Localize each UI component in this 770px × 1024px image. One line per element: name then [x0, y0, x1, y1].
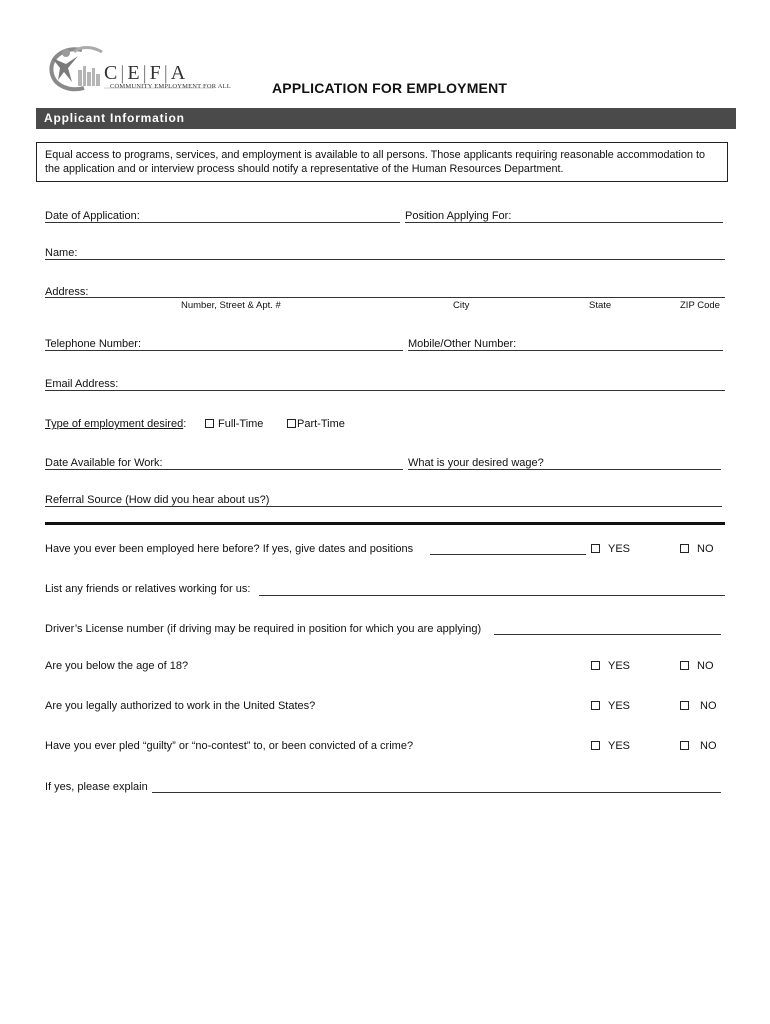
logo-letter-c: C — [104, 62, 119, 84]
address-city-caption: City — [453, 300, 470, 311]
referral-field[interactable] — [45, 506, 722, 507]
mobile-field[interactable] — [408, 350, 723, 351]
employed-before-no-checkbox[interactable] — [680, 544, 689, 553]
no-label: NO — [700, 740, 717, 752]
under-18-question: Are you below the age of 18? — [45, 660, 189, 672]
authorized-yes[interactable] — [591, 700, 630, 712]
explain-label: If yes, please explain — [45, 781, 148, 793]
part-time-label: Part-Time — [297, 418, 345, 430]
employment-type-text: Type of employment desired — [45, 418, 184, 430]
section-header: Applicant Information — [36, 108, 736, 129]
part-time-checkbox[interactable] — [287, 419, 296, 428]
telephone-field[interactable] — [45, 350, 403, 351]
employed-before-question: Have you ever been employed here before? If yes, give dates and positions — [45, 543, 414, 555]
section-divider — [45, 522, 725, 525]
date-available-field[interactable] — [45, 469, 403, 470]
email-field[interactable] — [45, 390, 725, 391]
logo-letter-f: F — [149, 62, 162, 84]
employment-type-colon: : — [183, 418, 187, 430]
document-title: APPLICATION FOR EMPLOYMENT — [272, 80, 508, 96]
position-field[interactable] — [405, 222, 723, 223]
no-label: NO — [700, 700, 717, 712]
under-18-yes-checkbox[interactable] — [591, 661, 600, 670]
yes-label: YES — [608, 660, 631, 672]
convicted-question: Have you ever pled “guilty” or “no-contest” to, or been convicted of a crime? — [45, 740, 414, 752]
license-question: Driver’s License number (if driving may be required in position for which you are applying) — [45, 623, 482, 635]
under-18-no-checkbox[interactable] — [680, 661, 689, 670]
address-field[interactable] — [45, 297, 725, 298]
yes-label: YES — [608, 700, 631, 712]
position-label: Position Applying For: — [405, 210, 512, 222]
no-label: NO — [697, 543, 714, 555]
employment-type-label — [45, 418, 186, 430]
referral-label: Referral Source (How did you hear about us?) — [45, 494, 270, 506]
logo-letter-e: E — [127, 62, 141, 84]
logo-letter-a: A — [170, 62, 187, 84]
convicted-no-checkbox[interactable] — [680, 741, 689, 750]
convicted-yes[interactable] — [591, 740, 630, 752]
part-time-option[interactable] — [287, 418, 345, 430]
yes-label: YES — [608, 740, 631, 752]
logo-tagline: COMMUNITY EMPLOYMENT FOR ALL — [110, 83, 231, 90]
employed-before-no[interactable] — [680, 543, 714, 555]
address-state-caption: State — [589, 300, 612, 311]
no-label: NO — [697, 660, 714, 672]
date-of-application-label: Date of Application: — [45, 210, 140, 222]
email-label: Email Address: — [45, 378, 119, 390]
authorized-no-checkbox[interactable] — [680, 701, 689, 710]
date-of-application-field[interactable] — [45, 222, 400, 223]
telephone-label: Telephone Number: — [45, 338, 142, 350]
yes-label: YES — [608, 543, 631, 555]
employed-before-yes-checkbox[interactable] — [591, 544, 600, 553]
convicted-no[interactable] — [680, 740, 717, 752]
mobile-label: Mobile/Other Number: — [408, 338, 517, 350]
logo-wordmark: C | E | F | A — [104, 62, 187, 84]
friends-field[interactable] — [259, 595, 725, 596]
address-zip-caption: ZIP Code — [680, 300, 720, 311]
full-time-label: Full-Time — [218, 418, 264, 430]
address-street-caption: Number, Street & Apt. # — [181, 300, 281, 311]
authorized-question: Are you legally authorized to work in the United States? — [45, 700, 316, 712]
desired-wage-field[interactable] — [408, 469, 721, 470]
date-available-label: Date Available for Work: — [45, 457, 163, 469]
authorized-yes-checkbox[interactable] — [591, 701, 600, 710]
convicted-yes-checkbox[interactable] — [591, 741, 600, 750]
explain-field[interactable] — [152, 792, 721, 793]
employed-before-field[interactable] — [430, 554, 586, 555]
under-18-no[interactable] — [680, 660, 714, 672]
desired-wage-label: What is your desired wage? — [408, 457, 544, 469]
equal-access-notice: Equal access to programs, services, and employment is available to all persons. Those applicants requiring reasonable accommodation to the application and or interview process should notify a representative of the Human Resources Department. — [36, 142, 728, 182]
full-time-checkbox[interactable] — [205, 419, 214, 428]
friends-question: List any friends or relatives working for us: — [45, 583, 251, 595]
name-label: Name: — [45, 247, 78, 259]
address-label: Address: — [45, 286, 89, 298]
license-field[interactable] — [494, 634, 721, 635]
under-18-yes[interactable] — [591, 660, 630, 672]
authorized-no[interactable] — [680, 700, 717, 712]
name-field[interactable] — [45, 259, 725, 260]
full-time-option[interactable] — [205, 418, 263, 430]
employed-before-yes[interactable] — [591, 543, 630, 555]
